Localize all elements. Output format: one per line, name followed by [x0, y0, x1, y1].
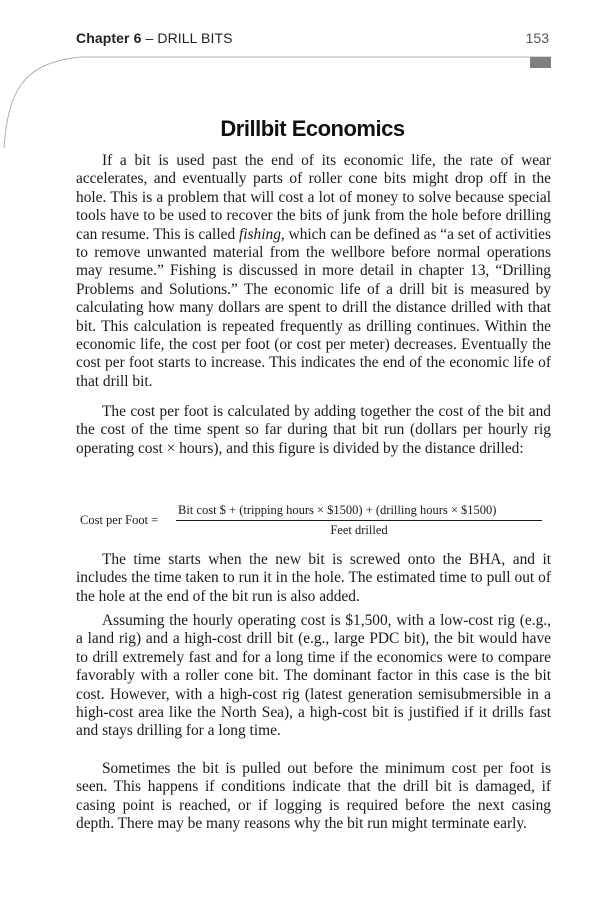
paragraph-1	[76, 152, 551, 391]
paragraph-2	[76, 403, 551, 458]
paragraph-1-text-a: If a bit is used past the end of its economic life, the rate of wear accelerates, and eventually parts of roller cone bits might drop off in the hole. This is a problem that will cost a lot of money to solve because special tools have to be used to recover the bits of junk from the hole before drilling can resume. This is called	[76, 152, 551, 243]
chapter-dash: –	[141, 30, 158, 46]
paragraph-2-text: The cost per foot is calculated by adding together the cost of the bit and the cost of the time spent so far during that bit run (dollars per hourly rig operating cost × hours), and this figure is divided by the distance drilled:	[76, 403, 551, 457]
paragraph-5	[76, 760, 551, 834]
paragraph-3	[76, 551, 551, 606]
formula-denominator: Feet drilled	[330, 523, 388, 537]
chapter-number: Chapter 6	[76, 30, 142, 46]
paragraph-5-text: Sometimes the bit is pulled out before the minimum cost per foot is seen. This happens if conditions indicate that the drill bit is damaged, if casing point is reached, or if logging is required before the next casing depth. There may be many reasons why the bit run might terminate early.	[76, 760, 551, 833]
chapter-title: DRILL BITS	[157, 30, 233, 46]
paragraph-1-text-b: , which can be defined as “a set of activities to remove unwanted material from the wellbore before normal operations may resume.” Fishing is discussed in more detail in chapter 13, “Drilling Problems and Solutions.” The economic life of a drill bit is measured by calculating how many dollars are spent to drill the distance drilled with that bit. This calculation is repeated frequently as drilling continues. Within the economic life, the cost per foot (or cost per meter) decreases. Eventually the cost per foot starts to increase. This indicates the end of the economic life of that drill bit.	[76, 225, 551, 390]
paragraph-4-text: Assuming the hourly operating cost is $1,500, with a low-cost rig (e.g., a land rig) and a high-cost drill bit (e.g., large PDC bit), the bit would have to drill extremely fast and for a long time if the economics were to compare favorably with a roller cone bit. The dominant factor in this case is the bit cost. However, with a high-cost rig (latest generation semisubmersible in a high-cost area like the North Sea), a high-cost bit is justified if it drills fast and stays drilling for a long time.	[76, 612, 551, 740]
term-fishing: fishing	[238, 225, 281, 243]
formula-lhs: Cost per Foot =	[80, 513, 159, 527]
page-number: 153	[525, 30, 549, 46]
corner-tab-mark	[530, 57, 551, 68]
cost-per-foot-formula	[80, 502, 550, 542]
formula-numerator: Bit cost $ + (tripping hours × $1500) + (drilling hours × $1500)	[178, 503, 497, 517]
section-title: Drillbit Economics	[220, 116, 405, 141]
paragraph-4	[76, 612, 551, 741]
formula-fraction-bar	[176, 520, 542, 521]
paragraph-3-text: The time starts when the new bit is screwed onto the BHA, and it includes the time taken to run it in the hole. The estimated time to pull out of the hole at the end of the bit run is also added.	[76, 551, 551, 605]
